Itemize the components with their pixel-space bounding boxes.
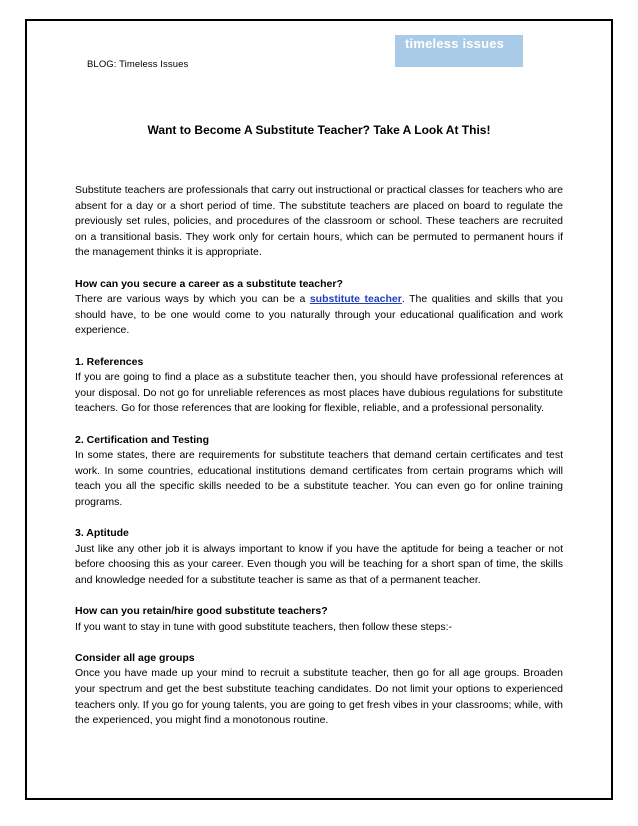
- certification-heading: 2. Certification and Testing: [75, 433, 209, 446]
- references-heading: 1. References: [75, 355, 144, 368]
- career-heading: How can you secure a career as a substitute teacher?: [75, 277, 343, 290]
- intro-paragraph: Substitute teachers are professionals that carry out instructional or practical classes for teachers who are absent for a day or a short period of time. The substitute teachers are placed on board to regulate the previously set rules, policies, and procedures of the classroom or school. These teachers are recruited on a transitional basis. They work only for certain hours, which can be permuted to permanent hours if the management thinks it is appropriate.: [75, 184, 563, 259]
- substitute-teacher-link[interactable]: substitute teacher: [309, 293, 402, 306]
- age-groups-text: Once you have made up your mind to recruit a substitute teacher, then go for all age groups. Broaden your spectrum and get the best substitute teaching candidates. Do not limit your options to experienced teachers only. If you go for young talents, you are going to get fresh vibes in your classrooms; while, with the experienced, you might find a monotonous routine.: [75, 667, 563, 727]
- aptitude-heading: 3. Aptitude: [75, 527, 129, 540]
- article-body: [75, 183, 563, 744]
- aptitude-text: Just like any other job it is always important to know if you have the aptitude for being a teacher or not before choosing this as your career. Even though you will be teaching for a short span of time, the skills and knowledge needed for a substitute teacher is same as that of a permanent teacher.: [75, 542, 563, 586]
- blog-label: BLOG: Timeless Issues: [87, 59, 189, 70]
- age-groups-heading: Consider all age groups: [75, 651, 195, 664]
- references-text: If you are going to find a place as a substitute teacher then, you should have professional references at your disposal. Do not go for unreliable references as most places have dubious regulations for substitute teachers. Go for those references that are looking for flexible, reliable, and a professional personality.: [75, 371, 563, 415]
- retain-section: [75, 604, 563, 635]
- references-section: [75, 355, 563, 417]
- page-title: Want to Become A Substitute Teacher? Take A Look At This!: [147, 123, 491, 137]
- logo-text: timeless issues: [405, 36, 505, 51]
- career-text-before: There are various ways by which you can be a: [75, 293, 310, 306]
- retain-text: If you want to stay in tune with good substitute teachers, then follow these steps:-: [75, 620, 453, 633]
- career-section: [75, 277, 563, 339]
- site-logo: [395, 35, 523, 67]
- age-groups-section: [75, 651, 563, 729]
- certification-section: [75, 433, 563, 511]
- aptitude-section: [75, 526, 563, 588]
- career-text-after: . The qualities and skills that you should have, to be one would come to you naturally through your educational qualification and work experience.: [75, 293, 564, 337]
- certification-text: In some states, there are requirements for substitute teachers that demand certain certificates and test work. In some countries, educational institutions demand certificates from certain programs which will teach you all the specific skills needed to be a substitute teacher. You can even go for online training programs.: [75, 449, 563, 508]
- retain-heading: How can you retain/hire good substitute teachers?: [75, 605, 328, 618]
